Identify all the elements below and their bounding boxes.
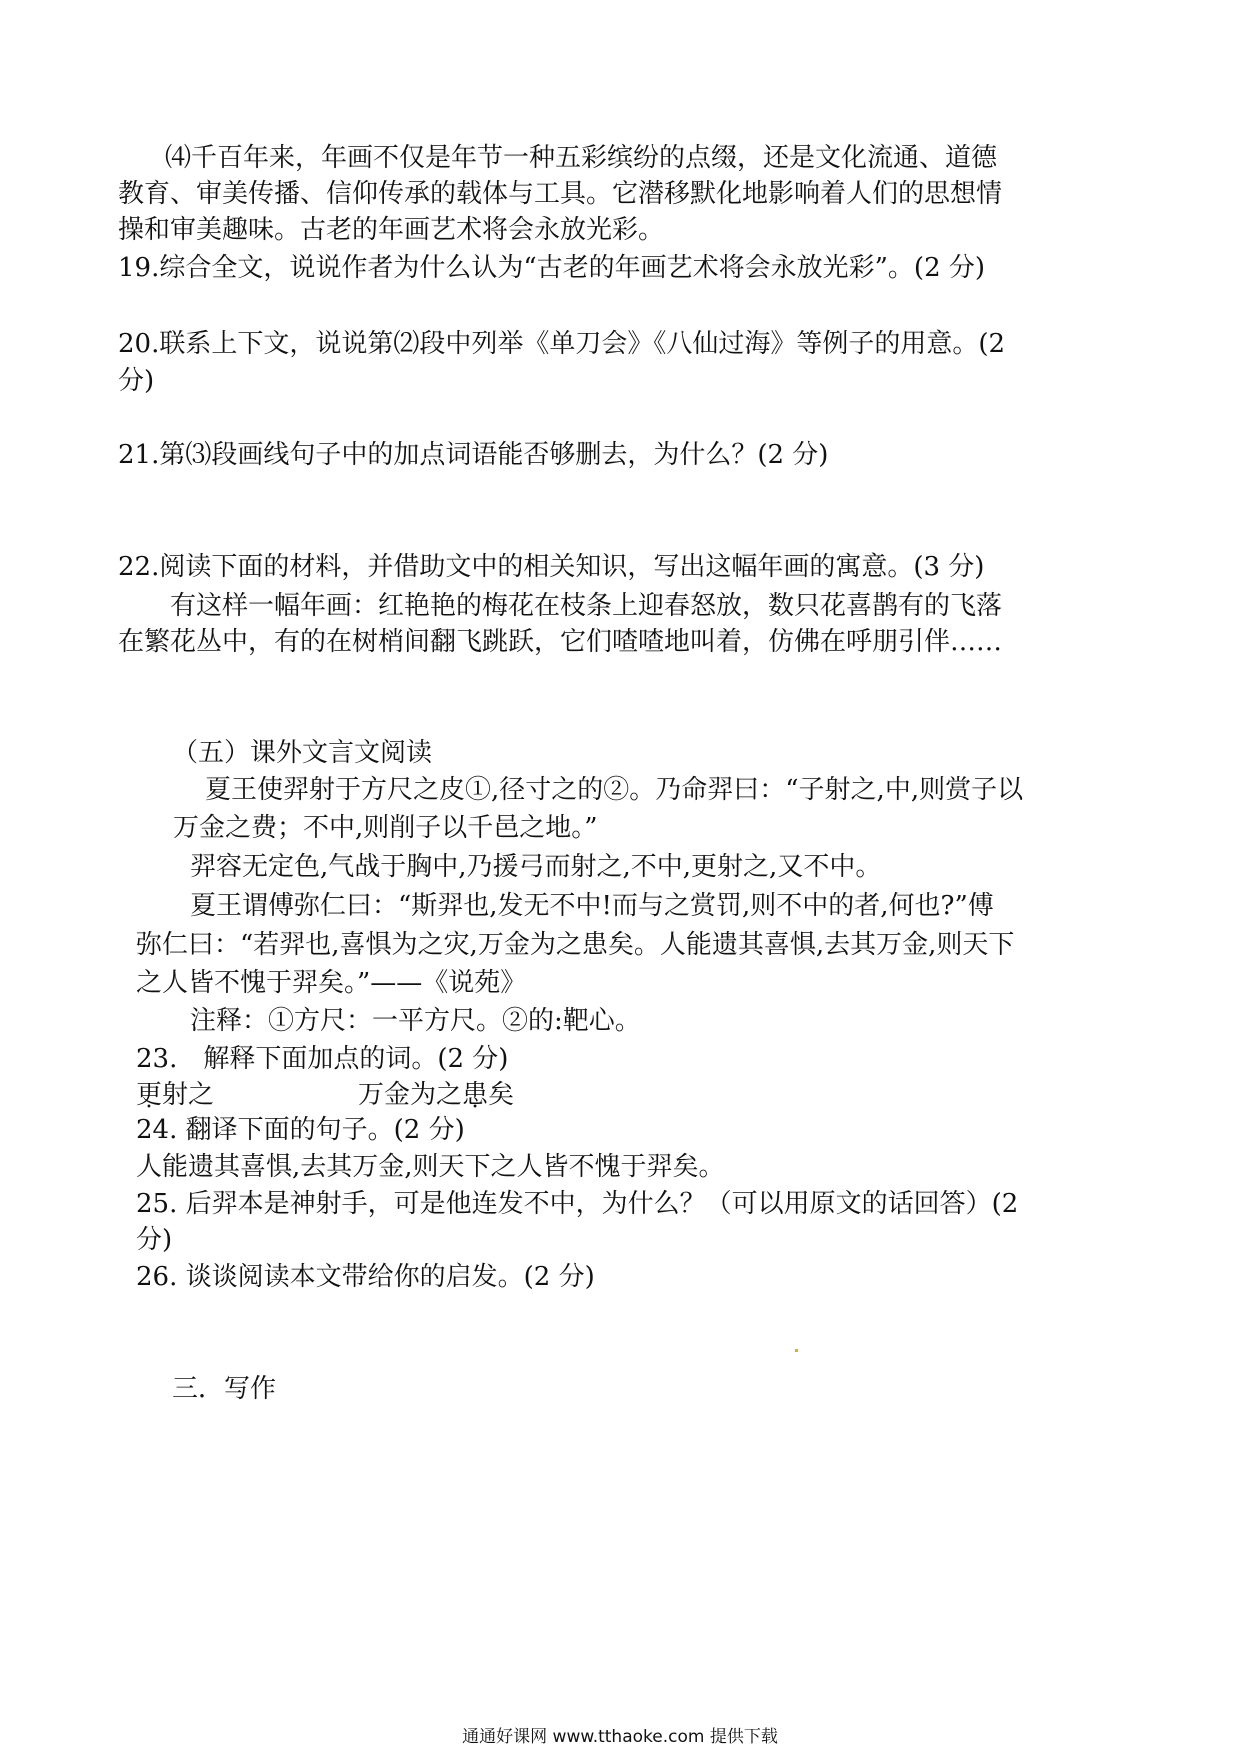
question-23-item-1 xyxy=(136,1077,214,1113)
notes: 注释：①方尺：一平方尺。②的:靶心。 xyxy=(190,1006,641,1036)
dotted-word-huan: 患 xyxy=(462,1080,489,1110)
classical-text-line-4: 夏王谓傅弥仁曰：“斯羿也,发无不中!而与之赏罚,则不中的者,何也?”傅 xyxy=(190,891,994,921)
classical-text-line-5: 弥仁曰：“若羿也,喜惧为之灾,万金为之患矣。人能遗其喜惧,去其万金,则天下 xyxy=(136,930,1015,960)
page-footer: 通通好课网 www.tthaoke.com 提供下载 xyxy=(462,1727,778,1747)
dotted-word-geng: 更 xyxy=(136,1080,163,1110)
question-24-sentence: 人能遗其喜惧,去其万金,则天下之人皆不愧于羿矣。 xyxy=(136,1152,725,1182)
passage-4-line-3: 操和审美趣味。古老的年画艺术将会永放光彩。 xyxy=(118,215,665,245)
question-24: 24. 翻译下面的句子。(2 分) xyxy=(136,1115,465,1145)
question-25-line-1: 25. 后羿本是神射手，可是他连发不中，为什么？（可以用原文的话回答）(2 xyxy=(136,1189,1019,1219)
classical-text-line-6: 之人皆不愧于羿矣。”——《说苑》 xyxy=(136,968,527,998)
question-26: 26. 谈谈阅读本文带给你的启发。(2 分) xyxy=(136,1262,595,1292)
stray-mark xyxy=(795,1349,798,1352)
passage-4-line-1: ⑷千百年来，年画不仅是年节一种五彩缤纷的点缀，还是文化流通、道德 xyxy=(165,143,998,173)
question-23: 23. 解释下面加点的词。(2 分) xyxy=(136,1044,509,1074)
q23-item-2-before: 万金为之 xyxy=(358,1080,463,1110)
section-3-title: 三．写作 xyxy=(172,1374,277,1404)
q23-item-2-after: 矣 xyxy=(488,1080,515,1110)
question-20-line-2: 分) xyxy=(118,366,155,396)
question-21: 21.第⑶段画线句子中的加点词语能否够删去，为什么？(2 分) xyxy=(118,440,829,470)
classical-text-line-2: 万金之费；不中,则削子以千邑之地。” xyxy=(173,813,598,843)
classical-text-line-3: 羿容无定色,气战于胸中,乃援弓而射之,不中,更射之,又不中。 xyxy=(190,852,882,882)
section-5-title: （五）课外文言文阅读 xyxy=(172,738,433,768)
question-25-line-2: 分) xyxy=(136,1225,173,1255)
question-20-line-1: 20.联系上下文，说说第⑵段中列举《单刀会》《八仙过海》等例子的用意。(2 xyxy=(118,329,1006,359)
question-22-material-line-1: 有这样一幅年画：红艳艳的梅花在枝条上迎春怒放，数只花喜鹊有的飞落 xyxy=(170,591,1003,621)
passage-4-line-2: 教育、审美传播、信仰传承的载体与工具。它潜移默化地影响着人们的思想情 xyxy=(118,179,1003,209)
question-22: 22.阅读下面的材料，并借助文中的相关知识，写出这幅年画的寓意。(3 分) xyxy=(118,552,985,582)
question-23-item-2 xyxy=(358,1077,514,1113)
classical-text-line-1: 夏王使羿射于方尺之皮①,径寸之的②。乃命羿曰：“子射之,中,则赏子以 xyxy=(205,775,1024,805)
question-19: 19.综合全文，说说作者为什么认为“古老的年画艺术将会永放光彩”。(2 分) xyxy=(118,253,986,283)
q23-item-1-after: 射之 xyxy=(162,1080,215,1110)
question-22-material-line-2: 在繁花丛中，有的在树梢间翻飞跳跃，它们喳喳地叫着，仿佛在呼朋引伴…… xyxy=(118,627,1003,657)
